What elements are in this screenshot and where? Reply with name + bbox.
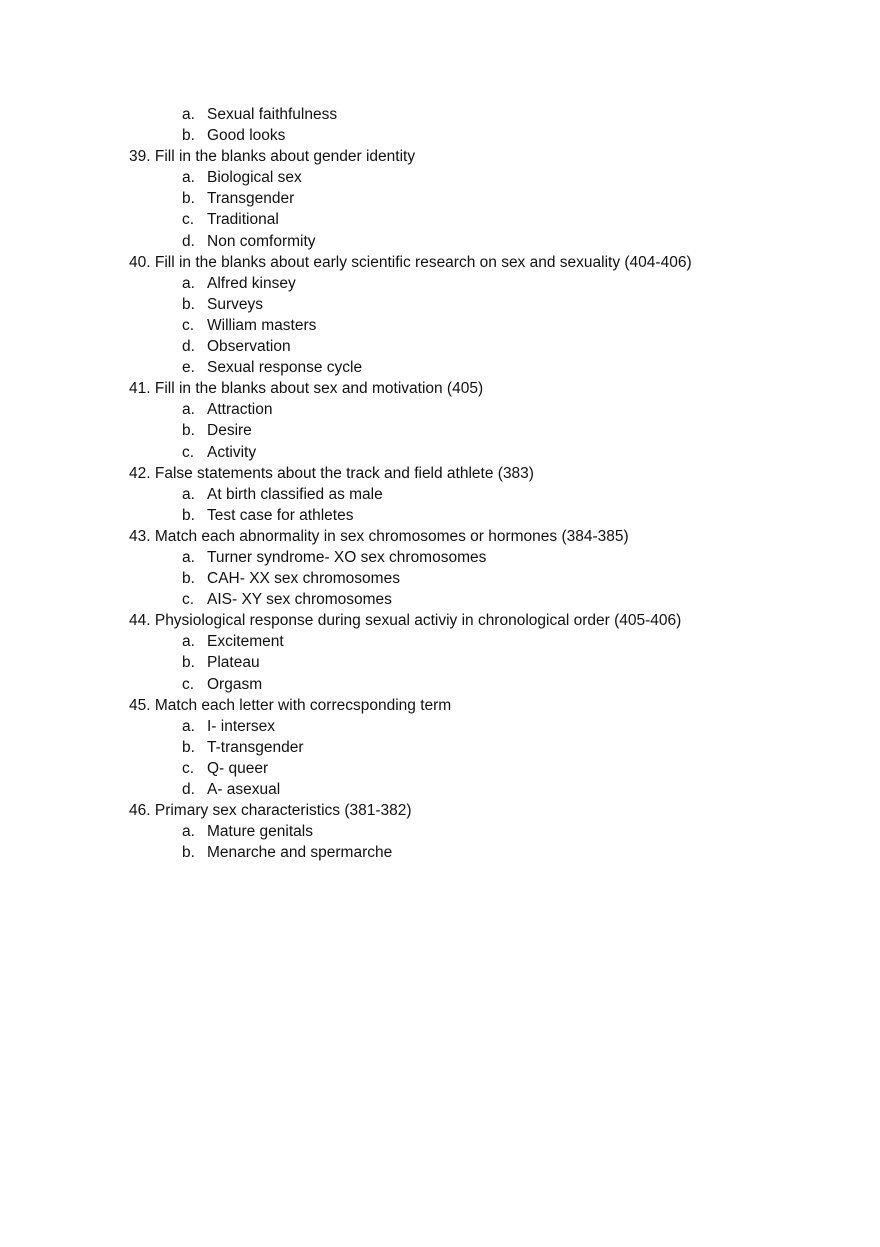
answer-item [129,589,829,610]
item-marker: b. [182,422,195,440]
item-marker: b. [182,506,195,524]
answer-item [129,315,829,336]
answer-item [129,336,829,357]
answer-item [129,737,829,758]
answer-item [129,357,829,378]
answer-item [129,547,829,568]
item-text: Surveys [207,295,263,313]
item-marker: b. [182,738,195,756]
item-text: Alfred kinsey [207,274,296,292]
answer-item [129,125,829,146]
item-marker: a. [182,633,195,651]
answer-item [129,631,829,652]
answer-item [129,167,829,188]
item-text: Excitement [207,633,284,651]
item-text: CAH- XX sex chromosomes [207,570,400,588]
item-text: Observation [207,338,291,356]
item-text: A- asexual [207,781,281,798]
item-text: Sexual response cycle [207,359,363,377]
answer-item [129,842,829,863]
item-text: Q- queer [207,759,269,777]
answer-item [129,716,829,737]
item-text: I- intersex [207,717,276,735]
item-text: Traditional [207,211,279,229]
question-title: 42. False statements about the track and field athlete (383) [129,464,534,482]
item-text: Activity [207,443,257,461]
item-marker: a. [182,485,195,503]
answer-item [129,505,829,526]
item-marker: a. [182,401,195,419]
answer-item [129,420,829,441]
item-text: Good looks [207,127,286,145]
question-title: 40. Fill in the blanks about early scientific research on sex and sexuality (404-406) [129,253,692,271]
item-text: Attraction [207,401,273,419]
item-text: Test case for athletes [207,506,354,524]
item-marker: b. [182,654,195,672]
question-list [129,104,829,863]
item-marker: d. [182,338,195,356]
item-text: Sexual faithfulness [207,106,338,123]
item-marker: c. [182,759,195,777]
question-title: 41. Fill in the blanks about sex and motivation (405) [129,380,484,398]
answer-item [129,188,829,209]
question-title: 39. Fill in the blanks about gender identity [129,148,416,166]
answer-item [129,484,829,505]
answer-item [129,399,829,420]
question-title: 44. Physiological response during sexual activiy in chronological order (405-406) [129,612,682,630]
item-text: Non comformity [207,232,316,250]
item-marker: a. [182,548,195,566]
item-marker: a. [182,169,195,187]
item-marker: a. [182,106,195,123]
answer-item [129,273,829,294]
item-marker: b. [182,127,195,145]
item-marker: a. [182,717,195,735]
item-marker: b. [182,190,195,208]
item-marker: b. [182,570,195,588]
item-marker: b. [182,844,195,862]
item-marker: c. [182,675,195,693]
item-marker: c. [182,211,195,229]
item-marker: b. [182,295,195,313]
item-text: Mature genitals [207,823,313,841]
item-marker: a. [182,274,195,292]
item-marker: c. [182,443,195,461]
answer-item [129,821,829,842]
question-title: 45. Match each letter with correcsponding term [129,696,452,714]
answer-item [129,652,829,673]
answer-item [129,568,829,589]
answer-item [129,758,829,779]
answer-item [129,104,829,125]
item-text: At birth classified as male [207,485,383,503]
question-title: 43. Match each abnormality in sex chromosomes or hormones (384-385) [129,527,629,545]
item-text: Orgasm [207,675,263,693]
item-text: AIS- XY sex chromosomes [207,591,392,609]
answer-item [129,209,829,230]
item-text: Turner syndrome- XO sex chromosomes [207,548,487,566]
question-title: 46. Primary sex characteristics (381-382) [129,802,412,820]
item-text: Biological sex [207,169,302,187]
item-marker: e. [182,359,195,377]
answer-item [129,442,829,463]
item-marker: d. [182,232,195,250]
answer-item [129,294,829,315]
item-text: Desire [207,422,252,440]
item-text: William masters [207,316,317,334]
answer-item [129,779,829,800]
item-text: T-transgender [207,738,304,756]
item-text: Transgender [207,190,295,208]
item-marker: c. [182,591,195,609]
answer-item [129,231,829,252]
item-text: Plateau [207,654,260,672]
item-marker: a. [182,823,195,841]
answer-item [129,674,829,695]
item-marker: c. [182,316,195,334]
item-marker: d. [182,781,195,798]
item-text: Menarche and spermarche [207,844,393,862]
